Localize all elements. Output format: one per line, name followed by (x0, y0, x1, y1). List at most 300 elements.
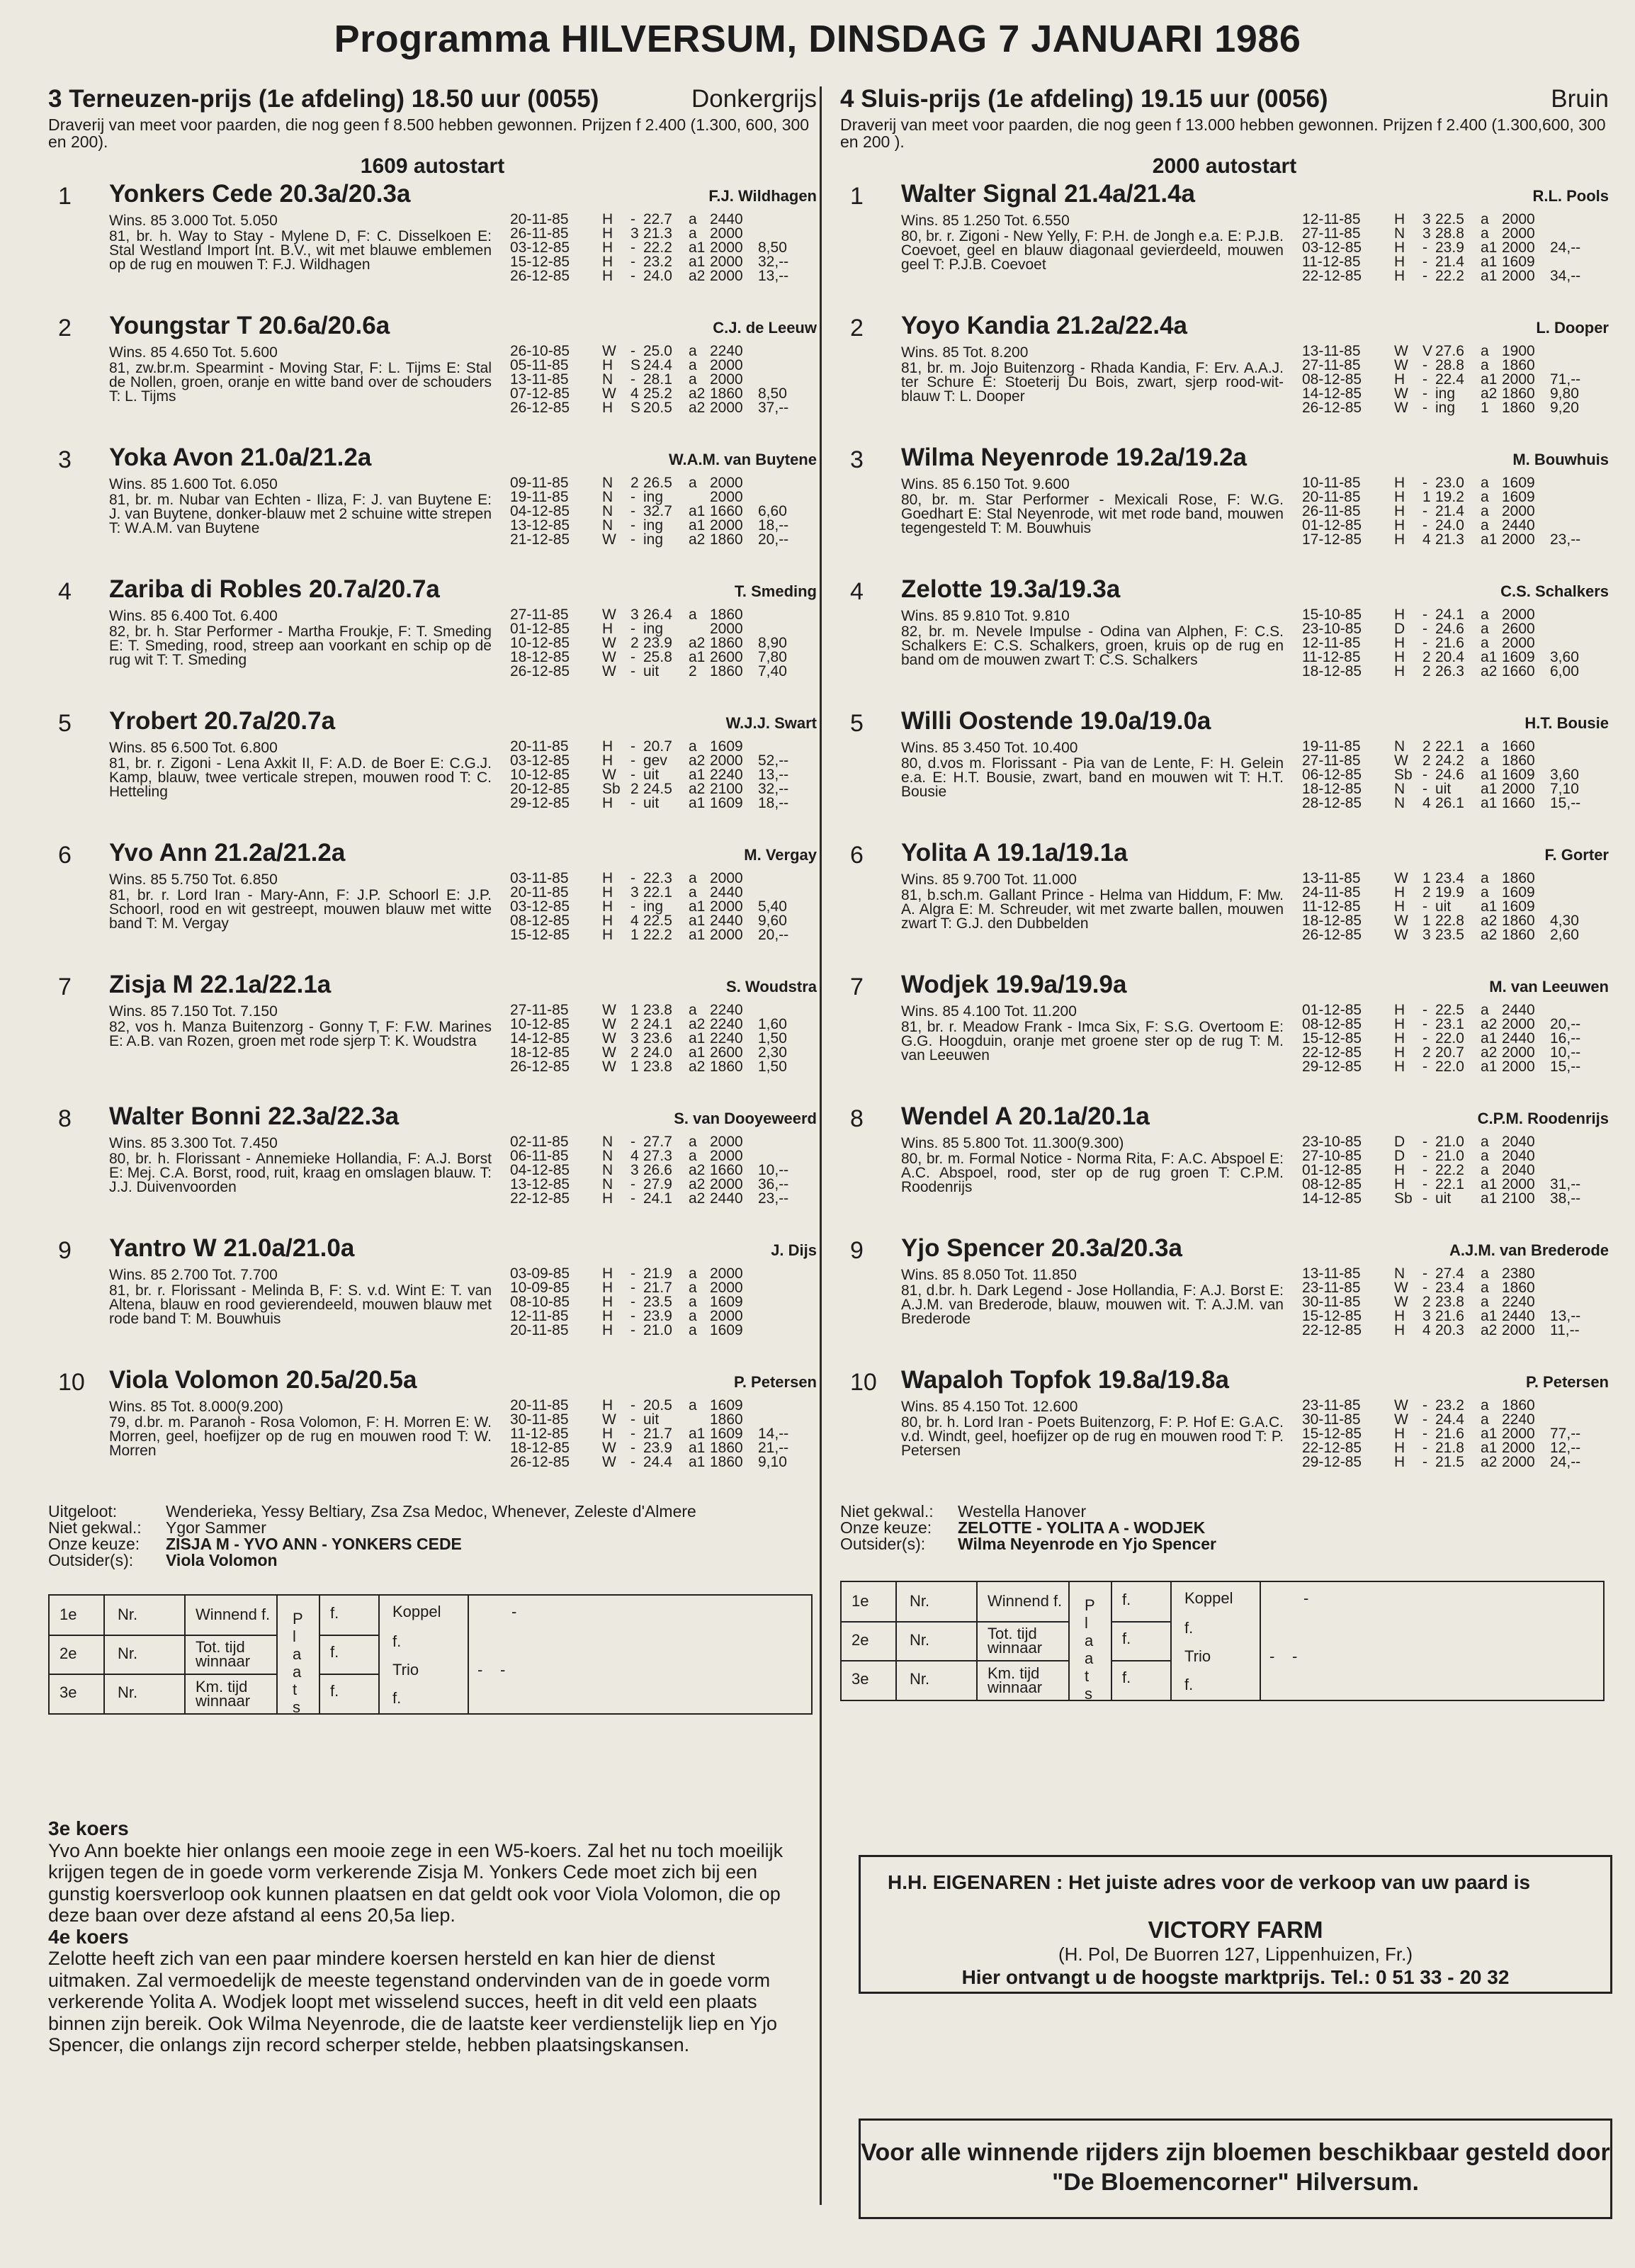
result-track: H (602, 1397, 613, 1414)
result-time: 21.6 (1435, 1426, 1464, 1442)
result-time: 22.1 (643, 884, 672, 901)
horse-number: 5 (58, 710, 72, 737)
result-start: a (1481, 1294, 1489, 1310)
result-distance: 2240 (710, 343, 743, 359)
result-date: 01-12-85 (510, 621, 570, 637)
horse-winnings: Wins. 85 Tot. 8.200 (901, 344, 1029, 361)
result-distance: 2440 (710, 211, 743, 227)
result-place: - (630, 1308, 635, 1324)
result-time: 22.0 (1435, 1030, 1464, 1046)
result-time: 21.3 (643, 225, 672, 242)
result-distance: 1860 (1502, 870, 1535, 886)
result-row (1302, 359, 1609, 373)
result-date: 11-12-85 (510, 1426, 569, 1442)
form-km-tijd: Km. tijd (196, 1678, 248, 1696)
result-row (510, 1046, 817, 1060)
result-time: 21.3 (1435, 531, 1464, 548)
form-f: f. (1122, 1669, 1131, 1686)
result-row (1302, 665, 1609, 679)
horse-winnings: Wins. 85 3.300 Tot. 7.450 (109, 1135, 278, 1151)
result-start: a2 (689, 1176, 706, 1192)
horse-entry (840, 839, 1609, 971)
result-distance: 1660 (1502, 795, 1535, 811)
result-time: 23.9 (643, 1440, 672, 1456)
result-date: 13-12-85 (510, 1176, 570, 1192)
result-place: 2 (1422, 738, 1431, 755)
horse-driver: F.J. Wildhagen (708, 187, 817, 205)
result-start: a (689, 1308, 697, 1324)
result-date: 03-12-85 (1302, 239, 1362, 256)
horse-description: 80, d.vos m. Florissant - Pia van de Lente, F: H. Gelein e.a. E: H.T. Bousie, zwart, band en mouwen wit T: H.T. Bousie (901, 755, 1284, 800)
result-track: N (602, 1134, 613, 1150)
result-distance: 2000 (1502, 1426, 1535, 1442)
form-koppel: Koppel (392, 1603, 441, 1620)
result-time: 27.4 (1435, 1265, 1464, 1282)
result-date: 22-12-85 (1302, 1322, 1362, 1338)
result-start: a (689, 1397, 697, 1414)
result-start: a2 (1481, 1044, 1498, 1061)
result-distance: 1860 (1502, 1280, 1535, 1296)
bloemencorner-ad (859, 2119, 1612, 2219)
result-time: 23.8 (643, 1002, 672, 1018)
horse-winnings: Wins. 85 5.750 Tot. 6.850 (109, 871, 278, 888)
result-odds: 13,-- (1550, 1308, 1581, 1324)
result-date: 12-11-85 (1302, 635, 1361, 651)
form-f: f. (330, 1604, 339, 1622)
form-tot-winnaar: winnaar (196, 1652, 251, 1670)
result-row (510, 373, 817, 387)
result-distance: 2440 (710, 913, 743, 929)
result-row (510, 1399, 817, 1413)
result-distance: 1860 (1502, 357, 1535, 373)
result-track: H (1394, 607, 1405, 623)
result-row (510, 665, 817, 679)
result-distance: 2100 (1502, 1190, 1535, 1207)
horse-name: Yantro W 21.0a/21.0a (109, 1234, 355, 1262)
result-distance: 2000 (710, 225, 743, 242)
form-f: f. (1122, 1591, 1131, 1608)
result-track: W (1394, 400, 1408, 416)
form-place: 1e (852, 1592, 869, 1610)
result-place: 3 (1422, 1308, 1431, 1324)
horse-description: 81, br. m. Nubar van Echten - Iliza, F: J. van Buytene E: J. van Buytene, donker-blauw met 2 schuine witte strepen T: W.A.M. van Buytene (109, 492, 492, 536)
result-distance: 2000 (1502, 781, 1535, 797)
horse-winnings: Wins. 85 6.150 Tot. 9.600 (901, 476, 1070, 492)
result-start: a (689, 1002, 697, 1018)
horse-name: Willi Oostende 19.0a/19.0a (901, 707, 1211, 735)
result-place: - (630, 663, 635, 679)
result-row (510, 608, 817, 622)
horse-winnings: Wins. 85 2.700 Tot. 7.700 (109, 1267, 278, 1283)
result-time: 25.2 (643, 385, 672, 402)
horse-name: Walter Signal 21.4a/21.4a (901, 180, 1196, 208)
result-date: 08-12-85 (1302, 1016, 1362, 1032)
result-date: 07-12-85 (510, 385, 570, 402)
result-track: W (602, 531, 616, 548)
result-place: 1 (630, 1059, 639, 1075)
result-odds: 16,-- (1550, 1030, 1581, 1046)
result-row (1302, 1163, 1609, 1178)
result-track: W (602, 767, 616, 783)
result-place: 3 (1422, 225, 1431, 242)
result-start: a (1481, 1397, 1489, 1414)
result-start: a (689, 884, 697, 901)
horse-winnings: Wins. 85 7.150 Tot. 7.150 (109, 1003, 278, 1020)
result-track: H (1394, 268, 1405, 284)
result-distance: 1860 (1502, 385, 1535, 402)
result-date: 18-12-85 (510, 1440, 570, 1456)
horse-name: Yolita A 19.1a/19.1a (901, 839, 1128, 867)
result-time: uit (1435, 781, 1452, 797)
result-odds: 1,60 (758, 1016, 787, 1032)
result-odds: 34,-- (1550, 268, 1581, 284)
horse-name: Yjo Spencer 20.3a/20.3a (901, 1234, 1182, 1262)
form-koppel-dash: - (1303, 1589, 1309, 1607)
result-odds: 32,-- (758, 254, 789, 270)
result-row (510, 1455, 817, 1469)
result-place: 4 (630, 1148, 639, 1164)
result-row (510, 886, 817, 900)
result-place: - (630, 767, 635, 783)
result-time: 21.4 (1435, 254, 1464, 270)
result-track: H (602, 225, 613, 242)
result-place: 2 (1422, 884, 1431, 901)
horse-description: 81, br. h. Way to Stay - Mylene D, F: C. Disselkoen E: Stal Westland Import Int. B.V., wit met blauwe emblemen op de rug en mouwen T: F.J. Wildhagen (109, 228, 492, 273)
result-distance: 1609 (710, 1294, 743, 1310)
result-start: a (689, 607, 697, 623)
horse-number: 9 (850, 1237, 864, 1264)
result-distance: 1860 (710, 1440, 743, 1456)
result-track: H (1394, 1426, 1405, 1442)
horse-entry (840, 575, 1609, 707)
result-place: - (630, 1322, 635, 1338)
result-place: - (630, 239, 635, 256)
result-place: 3 (1422, 211, 1431, 227)
result-start: a (1481, 1134, 1489, 1150)
result-track: H (602, 1190, 613, 1207)
result-start: a1 (689, 254, 706, 270)
result-row (1302, 650, 1609, 665)
result-odds: 8,50 (758, 239, 787, 256)
horse-number: 2 (58, 315, 72, 342)
result-track: W (602, 1440, 616, 1456)
result-distance: 2240 (710, 1030, 743, 1046)
result-track: H (1394, 254, 1405, 270)
result-date: 26-12-85 (510, 1059, 570, 1075)
result-odds: 6,60 (758, 503, 787, 519)
result-time: 22.1 (1435, 738, 1464, 755)
result-start: a1 (1481, 371, 1498, 388)
result-track: H (1394, 1002, 1405, 1018)
result-row (510, 1017, 817, 1032)
horse-description: 81, b.sch.m. Gallant Prince - Helma van Hiddum, F: Mw. A. Algra E: M. Schreuder, wit met zwarte ballen, mouwen zwart T: G.J. den Dubbelden (901, 887, 1284, 932)
result-distance: 2000 (1502, 531, 1535, 548)
result-start: a1 (689, 795, 706, 811)
result-date: 22-12-85 (1302, 268, 1362, 284)
horse-number: 10 (850, 1369, 877, 1396)
horse-number: 8 (850, 1105, 864, 1132)
result-time: ing (1435, 400, 1456, 416)
result-odds: 9,10 (758, 1454, 787, 1470)
form-line (319, 1635, 378, 1636)
result-odds: 5,40 (758, 898, 787, 915)
result-start: a2 (689, 1162, 706, 1178)
result-distance: 2100 (710, 781, 743, 797)
result-row (1302, 740, 1609, 754)
info-label: Niet gekwal.: (48, 1518, 142, 1537)
result-start: a2 (689, 1190, 706, 1207)
result-date: 13-11-85 (510, 371, 569, 388)
result-track: H (1394, 1322, 1405, 1338)
result-start: a1 (1481, 795, 1498, 811)
result-date: 23-11-85 (1302, 1397, 1361, 1414)
race-column-right (840, 85, 1609, 1701)
result-odds: 52,-- (758, 752, 789, 769)
result-row (510, 1309, 817, 1324)
horse-driver: C.S. Schalkers (1500, 582, 1609, 600)
result-time: uit (1435, 1190, 1452, 1207)
horse-number: 5 (850, 710, 864, 737)
result-date: 19-11-85 (510, 489, 569, 505)
info-value: Viola Volomon (166, 1551, 278, 1569)
horse-name: Yrobert 20.7a/20.7a (109, 707, 336, 735)
result-time: 22.2 (1435, 268, 1464, 284)
result-track: H (602, 1308, 613, 1324)
info-value: Westella Hanover (958, 1502, 1087, 1521)
result-place: - (630, 1265, 635, 1282)
form-line (1111, 1621, 1170, 1623)
horse-driver: M. Vergay (744, 846, 817, 864)
result-track: N (602, 1176, 613, 1192)
race-header (48, 85, 817, 116)
horse-driver: R.L. Pools (1532, 187, 1609, 205)
result-track: H (602, 621, 613, 637)
comment-text-3: Yvo Ann boekte hier onlangs een mooie zege in een W5-koers. Zal het nu toch moeilijk krijgen tegen de in goede vorm verkerende Zisja M. Yonkers Cede moet zich bij een gunstig koersverloop ook kunnen plaatsen en dat geldt ook voor Viola Volomon, die op deze baan over deze afstand al eens 20,5a liep. (48, 1839, 783, 1926)
result-distance: 1609 (1502, 254, 1535, 270)
result-odds: 77,-- (1550, 1426, 1581, 1442)
result-row (510, 504, 817, 519)
result-track: H (602, 898, 613, 915)
result-place: 2 (630, 1016, 639, 1032)
result-distance: 1609 (710, 1426, 743, 1442)
result-date: 06-11-85 (510, 1148, 569, 1164)
form-place: 2e (852, 1631, 869, 1649)
result-time: 27.6 (1435, 343, 1464, 359)
horse-entry (840, 312, 1609, 444)
result-track: N (602, 517, 613, 534)
ad-farm-address: (H. Pol, De Buorren 127, Lippenhuizen, Fr.) (1058, 1943, 1413, 1965)
result-row (1302, 1413, 1609, 1427)
result-place: 2 (1422, 752, 1431, 769)
result-row (510, 1192, 817, 1206)
result-time: 23.1 (1435, 1016, 1464, 1032)
result-date: 20-11-85 (510, 211, 569, 227)
result-time: 24.4 (1435, 1411, 1464, 1428)
result-place: - (630, 621, 635, 637)
result-track: H (1394, 489, 1405, 505)
result-track: D (1394, 1134, 1405, 1150)
result-date: 11-12-85 (1302, 254, 1361, 270)
ad-flowers-text: Voor alle winnende rijders zijn bloemen beschikbaar gesteld door "De Bloemencorner" Hilversum. (861, 2139, 1610, 2196)
result-distance: 2000 (710, 1148, 743, 1164)
result-distance: 1660 (1502, 738, 1535, 755)
result-odds: 11,-- (1550, 1322, 1580, 1338)
result-odds: 13,-- (758, 268, 789, 284)
result-row (1302, 796, 1609, 811)
result-start: a (1481, 1411, 1489, 1428)
info-label: Onze keuze: (840, 1518, 932, 1537)
result-time: 20.5 (643, 1397, 672, 1414)
horse-driver: S. van Dooyeweerd (674, 1110, 817, 1127)
result-row (1302, 1309, 1609, 1324)
result-odds: 31,-- (1550, 1176, 1581, 1192)
result-odds: 3,60 (1550, 649, 1579, 665)
form-nr: Nr. (910, 1631, 930, 1649)
result-time: 25.0 (643, 343, 672, 359)
horse-description: 80, br. m. Star Performer - Mexicali Rose, F: W.G. Goedhart E: Stal Neyenrode, wit met rode band, mouwen tegengesteld T: M. Bouwhuis (901, 492, 1284, 536)
result-distance: 2440 (1502, 1308, 1535, 1324)
result-odds: 24,-- (1550, 239, 1581, 256)
result-time: 21.9 (643, 1265, 672, 1282)
form-tot-tijd: Tot. tijd (988, 1625, 1037, 1642)
result-start: a1 (1481, 268, 1498, 284)
horse-name: Viola Volomon 20.5a/20.5a (109, 1366, 417, 1394)
result-date: 17-12-85 (1302, 531, 1362, 548)
result-row (510, 269, 817, 283)
result-date: 23-10-85 (1302, 621, 1362, 637)
result-distance: 1609 (710, 1322, 743, 1338)
result-row (1302, 213, 1609, 227)
form-line (468, 1596, 469, 1713)
info-line (840, 1520, 1609, 1536)
result-odds: 6,00 (1550, 663, 1579, 679)
result-row (1302, 1149, 1609, 1163)
result-track: W (602, 635, 616, 651)
result-date: 29-12-85 (1302, 1454, 1362, 1470)
result-track: W (1394, 1397, 1408, 1414)
result-start: a1 (689, 898, 706, 915)
result-time: 22.7 (643, 211, 672, 227)
result-date: 04-12-85 (510, 503, 570, 519)
result-start: a (1481, 884, 1489, 901)
result-time: 32.7 (643, 503, 672, 519)
horse-number: 2 (850, 315, 864, 342)
result-distance: 2600 (710, 649, 743, 665)
result-row (510, 1281, 817, 1295)
result-start: a2 (689, 635, 706, 651)
result-track: H (602, 795, 613, 811)
horse-name: Zariba di Robles 20.7a/20.7a (109, 575, 440, 603)
result-start: a2 (1481, 1322, 1498, 1338)
form-tot-winnaar: winnaar (988, 1639, 1043, 1657)
result-date: 10-12-85 (510, 767, 570, 783)
result-track: W (602, 1411, 616, 1428)
result-odds: 7,80 (758, 649, 787, 665)
result-row (510, 255, 817, 269)
result-start: a2 (1481, 913, 1498, 929)
result-time: 22.2 (643, 239, 672, 256)
horse-winnings: Wins. 85 5.800 Tot. 11.300(9.300) (901, 1135, 1124, 1151)
result-time: 24.4 (643, 357, 672, 373)
form-nr: Nr. (910, 1592, 930, 1610)
result-row (1302, 241, 1609, 255)
result-start: a2 (689, 385, 706, 402)
result-distance: 2240 (710, 767, 743, 783)
result-start: a1 (1481, 1030, 1498, 1046)
result-time: 20.7 (1435, 1044, 1464, 1061)
result-start: a1 (689, 503, 706, 519)
horse-results (510, 608, 817, 679)
result-odds: 9,80 (1550, 385, 1579, 402)
result-row (1302, 900, 1609, 914)
result-date: 27-11-85 (1302, 225, 1361, 242)
column-divider (820, 86, 822, 2205)
horse-number: 4 (58, 578, 72, 605)
horse-description: 80, br. r. Zigoni - New Yelly, F: P.H. de Jongh e.a. E: P.J.B. Coevoet, geel en blauw diagonaal gevierdeeld, mouwen geel T: P.J.B. Coevoet (901, 228, 1284, 273)
result-distance: 2000 (1502, 239, 1535, 256)
result-track: H (602, 927, 613, 943)
result-start: a (689, 371, 697, 388)
result-row (510, 740, 817, 754)
result-distance: 2000 (1502, 1044, 1535, 1061)
result-time: 21.6 (1435, 635, 1464, 651)
result-odds: 15,-- (1550, 795, 1581, 811)
horse-winnings: Wins. 85 4.150 Tot. 12.600 (901, 1399, 1078, 1415)
result-date: 03-09-85 (510, 1265, 570, 1282)
result-track: H (602, 752, 613, 769)
result-distance: 2240 (1502, 1294, 1535, 1310)
form-line (319, 1596, 320, 1713)
horse-description: 80, br. h. Florissant - Annemieke Hollandia, F: A.J. Borst E: Mej. C.A. Borst, rood, ruit, kraag en omslagen blauw. T: J.J. Duivenvoorden (109, 1151, 492, 1195)
result-time: 23.5 (1435, 927, 1464, 943)
result-date: 26-12-85 (510, 1454, 570, 1470)
result-start: a1 (1481, 1190, 1498, 1207)
result-track: W (602, 1044, 616, 1061)
result-place: - (1422, 517, 1427, 534)
form-f: f. (330, 1682, 339, 1700)
result-row (1302, 1046, 1609, 1060)
result-row (510, 1295, 817, 1309)
horse-description: 81, br. r. Meadow Frank - Imca Six, F: S.G. Overtoom E: G.G. Hoogduin, oranje met groene ster op de rug T: M. van Leeuwen (901, 1019, 1284, 1064)
result-time: 23.6 (643, 1030, 672, 1046)
result-place: - (1422, 371, 1427, 388)
result-place: - (1422, 621, 1427, 637)
result-odds: 1,50 (758, 1030, 787, 1046)
result-distance: 2000 (710, 517, 743, 534)
result-date: 13-11-85 (1302, 1265, 1361, 1282)
result-start: a1 (1481, 239, 1498, 256)
result-track: H (1394, 1176, 1405, 1192)
result-date: 20-12-85 (510, 781, 570, 797)
result-place: - (1422, 1397, 1427, 1414)
info-line (48, 1536, 817, 1552)
result-track: W (602, 1030, 616, 1046)
result-distance: 2380 (1502, 1265, 1535, 1282)
result-row (510, 622, 817, 636)
race-name: 3 Terneuzen-prijs (1e afdeling) 18.50 uur (0055) (48, 85, 599, 113)
result-row (510, 227, 817, 241)
result-time: 23.5 (643, 1294, 672, 1310)
result-distance: 1660 (710, 1162, 743, 1178)
result-time: 24.2 (1435, 752, 1464, 769)
result-track: H (1394, 1059, 1405, 1075)
result-distance: 2000 (1502, 635, 1535, 651)
result-track: H (602, 913, 613, 929)
form-km-tijd: Km. tijd (988, 1664, 1040, 1682)
result-track: N (602, 489, 613, 505)
ad-farm-phone: Hier ontvangt u de hoogste marktprijs. Tel.: 0 51 33 - 20 32 (961, 1966, 1510, 1988)
result-distance: 1860 (710, 1411, 743, 1428)
